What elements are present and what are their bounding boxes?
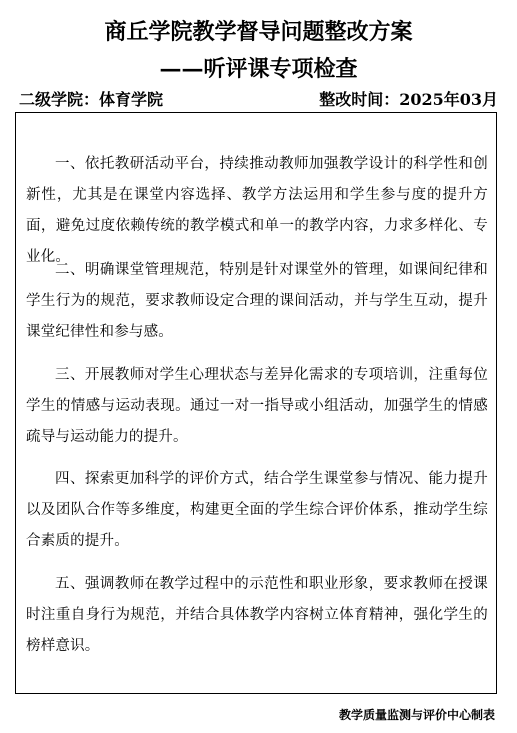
rectification-time-label: 整改时间：2025年03月 — [319, 90, 498, 109]
footer-issuer: 教学质量监测与评价中心制表 — [338, 708, 495, 722]
college-label: 二级学院：体育学院 — [19, 90, 164, 109]
rectification-item-2: 二、明确课堂管理规范，特别是针对课堂外的管理，如课间纪律和学生行为的规范，要求教师设定合理的课间活动，并与学生互动，提升课堂纪律性和参与感。 — [26, 262, 488, 340]
rectification-item-1: 一、依托教研活动平台，持续推动教师加强教学设计的科学性和创新性，尤其是在课堂内容选择、教学方法运用和学生参与度的提升方面，避免过度依赖传统的教学模式和单一的教学内容，力求多样化、专业化。 — [26, 156, 488, 265]
meta-row — [15, 88, 498, 112]
document-subtitle: ——听评课专项检查 — [159, 56, 358, 82]
rectification-item-5: 五、强调教师在教学过程中的示范性和职业形象，要求教师在授课时注重自身行为规范，并结合具体教学内容树立体育精神，强化学生的榜样意识。 — [26, 576, 488, 654]
rectification-item-3: 三、开展教师对学生心理状态与差异化需求的专项培训，注重每位学生的情感与运动表现。通过一对一指导或小组活动，加强学生的情感疏导与运动能力的提升。 — [26, 367, 488, 445]
document-title: 商丘学院教学督导问题整改方案 — [104, 19, 413, 45]
content-frame — [15, 112, 497, 694]
rectification-item-4: 四、探索更加科学的评价方式，结合学生课堂参与情况、能力提升以及团队合作等多维度，构建更全面的学生综合评价体系，推动学生综合素质的提升。 — [26, 471, 488, 549]
